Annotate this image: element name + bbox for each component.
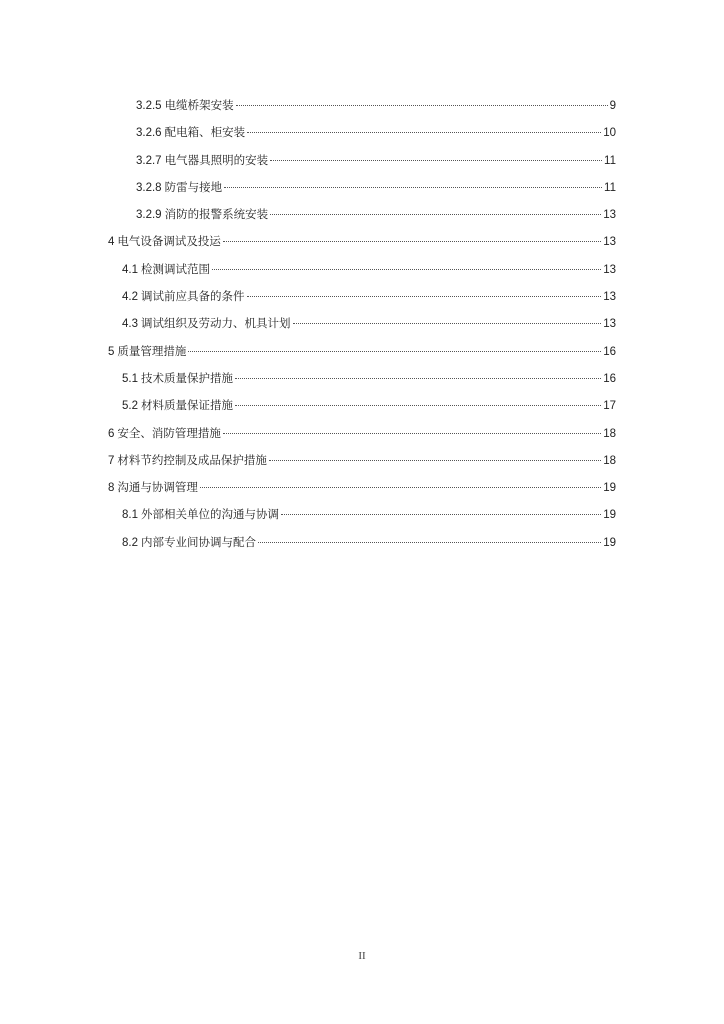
toc-entry[interactable] [108, 501, 616, 528]
toc-dot-leader [235, 378, 601, 379]
toc-dot-leader [235, 405, 601, 406]
toc-entry-page-number: 11 [604, 154, 616, 167]
toc-entry-page-number: 19 [603, 536, 616, 549]
toc-entry-title: 电气器具照明的安装 [164, 152, 269, 167]
toc-dot-leader [270, 214, 601, 215]
toc-entry-number: 5.2 [122, 400, 138, 413]
toc-entry[interactable] [108, 147, 616, 174]
toc-entry-page-number: 18 [603, 427, 616, 440]
toc-entry-page-number: 13 [603, 263, 616, 276]
toc-entry-title: 内部专业间协调与配合 [141, 534, 256, 549]
toc-entry[interactable] [108, 92, 616, 119]
toc-entry-number: 6 [108, 427, 115, 440]
toc-entry-number: 5 [108, 345, 115, 358]
toc-entry[interactable] [108, 283, 616, 310]
toc-dot-leader [258, 542, 601, 543]
toc-entry-number: 7 [108, 454, 115, 467]
toc-entry-number: 8.1 [122, 509, 138, 522]
toc-entry[interactable] [108, 338, 616, 365]
toc-entry[interactable] [108, 228, 616, 255]
toc-entry-title: 技术质量保护措施 [141, 370, 233, 385]
toc-entry-page-number: 11 [604, 181, 616, 194]
table-of-contents [108, 92, 616, 556]
toc-entry-page-number: 9 [609, 100, 616, 112]
toc-dot-leader [269, 460, 601, 461]
toc-entry[interactable] [108, 392, 616, 419]
toc-entry-page-number: 19 [603, 482, 616, 495]
toc-entry-title: 电气设备调试及投运 [117, 234, 221, 249]
toc-entry-page-number: 13 [603, 318, 616, 331]
toc-dot-leader [224, 187, 602, 188]
toc-entry-title: 安全、消防管理措施 [117, 425, 221, 440]
toc-entry-number: 4 [108, 236, 115, 249]
toc-entry-page-number: 16 [603, 372, 616, 385]
toc-dot-leader [188, 351, 601, 352]
toc-dot-leader [281, 514, 601, 515]
toc-entry-page-number: 17 [603, 400, 616, 413]
toc-entry[interactable] [108, 310, 616, 337]
toc-entry-number: 3.2.7 [136, 154, 162, 167]
toc-entry-page-number: 13 [603, 291, 616, 304]
toc-entry[interactable] [108, 474, 616, 501]
toc-entry-number: 3.2.5 [136, 100, 162, 112]
toc-entry-page-number: 13 [603, 236, 616, 249]
toc-entry[interactable] [108, 256, 616, 283]
toc-entry-number: 5.1 [122, 372, 138, 385]
toc-entry-page-number: 18 [603, 454, 616, 467]
toc-entry-title: 沟通与协调管理 [117, 480, 198, 495]
toc-dot-leader [223, 241, 601, 242]
toc-entry-title: 质量管理措施 [117, 343, 187, 358]
toc-entry-title: 检测调试范围 [141, 261, 210, 276]
footer-page-number: II [358, 950, 366, 962]
toc-dot-leader [223, 433, 601, 434]
toc-entry-number: 4.1 [122, 263, 138, 276]
toc-entry-title: 配电箱、柜安装 [164, 125, 246, 140]
toc-entry-title: 调试前应具备的条件 [141, 289, 245, 304]
toc-entry-page-number: 13 [603, 209, 616, 222]
toc-entry[interactable] [108, 365, 616, 392]
toc-dot-leader [247, 132, 601, 133]
toc-entry[interactable] [108, 174, 616, 201]
toc-entry-number: 8.2 [122, 536, 138, 549]
toc-dot-leader [270, 160, 602, 161]
toc-entry-title: 防雷与接地 [164, 179, 223, 194]
toc-dot-leader [200, 487, 601, 488]
toc-entry-title: 材料质量保证措施 [141, 398, 233, 413]
toc-entry-number: 4.2 [122, 291, 138, 304]
toc-dot-leader [212, 269, 601, 270]
toc-entry-page-number: 19 [603, 509, 616, 522]
toc-entry-title: 电缆桥架安装 [164, 98, 234, 112]
toc-dot-leader [293, 323, 602, 324]
toc-dot-leader [236, 105, 608, 106]
toc-entry-page-number: 16 [603, 345, 616, 358]
toc-entry-title: 消防的报警系统安装 [164, 207, 269, 222]
toc-entry[interactable] [108, 201, 616, 228]
toc-entry-number: 8 [108, 482, 115, 495]
toc-entry[interactable] [108, 420, 616, 447]
toc-entry-number: 3.2.8 [136, 181, 162, 194]
toc-entry[interactable] [108, 119, 616, 146]
toc-entry[interactable] [108, 529, 616, 556]
toc-entry-title: 外部相关单位的沟通与协调 [141, 507, 279, 522]
toc-entry-title: 调试组织及劳动力、机具计划 [141, 316, 291, 331]
toc-entry-page-number: 10 [603, 127, 616, 140]
toc-entry-number: 4.3 [122, 318, 138, 331]
toc-entry[interactable] [108, 447, 616, 474]
toc-entry-title: 材料节约控制及成品保护措施 [117, 452, 267, 467]
toc-entry-number: 3.2.9 [136, 209, 162, 222]
toc-dot-leader [247, 296, 602, 297]
toc-entry-number: 3.2.6 [136, 127, 162, 140]
